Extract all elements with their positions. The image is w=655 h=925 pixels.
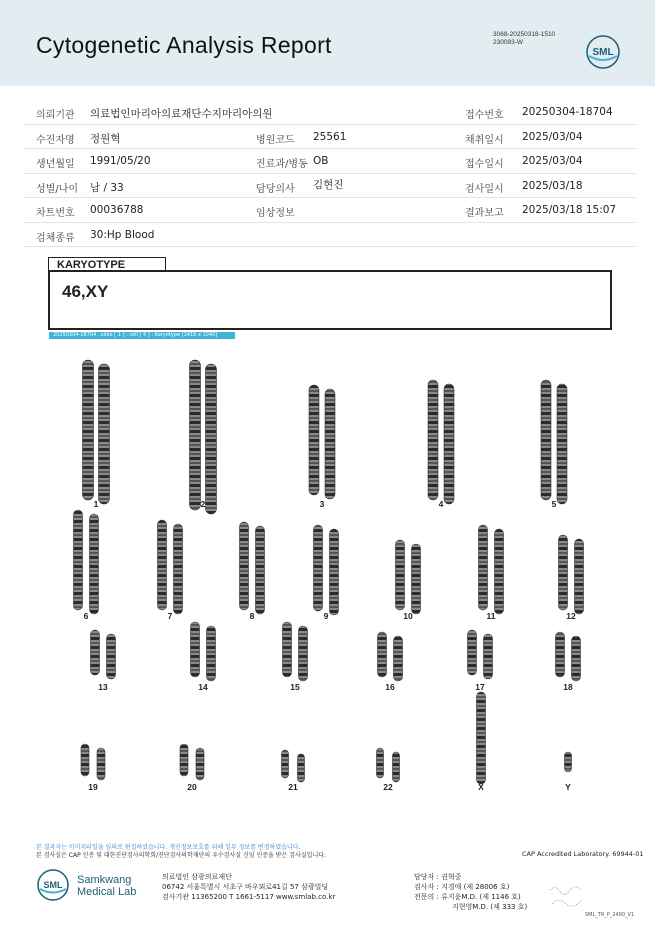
chromosome-15-2 (299, 626, 308, 681)
specimen-label: 검체종류 (36, 232, 75, 244)
cap-accreditation: CAP Accredited Laboratory. 69944-01 (522, 850, 644, 858)
signature-image (548, 880, 588, 910)
address-line-3: 검사기관 11365200 T 1661-5117 www.smlab.co.kr (162, 893, 336, 901)
sex-age-value: 남 / 33 (90, 181, 124, 194)
chromosome-22-2 (393, 752, 400, 782)
chromosome-9-1 (314, 525, 323, 611)
chromosome-label-3: 3 (319, 499, 325, 509)
collect-date-label: 채취일시 (465, 134, 504, 146)
chromosome-X (477, 692, 486, 784)
karyogram-caption: 20250304-18704 . slide [ 1 ] : cell [ 4 ] : Karyotype [1416 x 1040] (49, 332, 235, 339)
karyotype-value: 46,XY (62, 282, 109, 301)
chromosome-17-2 (484, 634, 493, 679)
info-row (24, 149, 636, 174)
chromosome-label-12: 12 (566, 611, 576, 621)
collect-date-value: 2025/03/04 (522, 130, 583, 143)
chromosome-6-1 (74, 510, 83, 610)
chromosome-label-9: 9 (323, 611, 329, 621)
chromosome-label-10: 10 (403, 611, 413, 621)
chromosome-17-1 (468, 630, 477, 675)
svg-text:SML: SML (43, 880, 63, 890)
chromosome-label-2: 2 (200, 499, 206, 509)
dob-value: 1991/05/20 (90, 155, 151, 167)
chromosome-4-2 (444, 384, 454, 504)
chromosome-19-2 (97, 748, 105, 780)
samkwang-logo-icon (36, 868, 70, 902)
chromosome-7-2 (174, 524, 183, 614)
karyotype-result-box (48, 270, 612, 330)
patient-info-table (24, 100, 636, 247)
edit-notice: 본 결과지는 이미지파일을 임의로 편집하였습니다. 개인정보보호를 위해 일부 정보를 변경하였습니다. (36, 844, 301, 851)
lab-address (162, 872, 335, 902)
receipt-no-label: 접수번호 (465, 110, 504, 121)
chromosome-label-Y: Y (565, 782, 571, 792)
chromosome-12-2 (575, 539, 584, 614)
chromosome-label-4: 4 (438, 499, 444, 509)
karyotype-label: KARYOTYPE (48, 257, 166, 270)
chromosome-22-1 (377, 748, 384, 778)
receipt-date-value: 2025/03/04 (522, 155, 583, 167)
accreditation-notice: 본 검사실은 CAP 인증 및 대한진단검사의학회/진단검사의학재단의 우수검사실 신임 인증을 받은 검사실입니다. (36, 852, 326, 859)
report-title: Cytogenetic Analysis Report (36, 32, 332, 58)
info-row (24, 100, 636, 125)
lab-name-line-1: Samkwang (77, 874, 132, 886)
patient-value: 정원혁 (90, 132, 121, 145)
chromosome-14-2 (207, 626, 216, 681)
chromosome-20-1 (180, 744, 188, 776)
chromosome-10-1 (396, 540, 405, 610)
chromosome-16-2 (394, 636, 403, 681)
chromosome-11-1 (479, 525, 488, 610)
chromosome-label-19: 19 (88, 782, 98, 792)
chromosome-8-1 (240, 522, 249, 610)
info-row (24, 125, 636, 150)
chart-no-label: 차트번호 (36, 208, 75, 219)
chromosome-15-1 (283, 622, 292, 677)
chromosome-8-2 (256, 526, 265, 614)
doctor-label: 담당의사 (256, 183, 295, 195)
chromosome-4-1 (428, 380, 438, 500)
chromosome-label-20: 20 (187, 782, 197, 792)
chromosome-21-1 (282, 750, 289, 778)
test-date-value: 2025/03/18 (522, 179, 583, 192)
hospital-code-label: 병원코드 (256, 134, 295, 146)
result-date-value: 2025/03/18 15:07 (522, 204, 617, 216)
specimen-value: 30:Hp Blood (90, 228, 155, 241)
staff-line-1: 담당자 : 권혁중 (414, 873, 462, 881)
chromosome-18-1 (556, 632, 565, 677)
svg-text:SML: SML (592, 47, 614, 58)
chromosome-label-6: 6 (83, 611, 89, 621)
chromosome-13-2 (107, 634, 116, 679)
info-row (24, 174, 636, 199)
info-row (24, 223, 636, 248)
chromosome-label-15: 15 (290, 682, 300, 692)
chromosome-1-2 (99, 364, 110, 504)
chromosome-18-2 (572, 636, 581, 681)
chromosome-21-2 (298, 754, 305, 782)
sml-logo-icon (585, 34, 621, 70)
chromosome-9-2 (330, 529, 339, 615)
chromosome-2-1 (190, 360, 201, 510)
staff-list (414, 872, 527, 912)
chromosome-11-2 (495, 529, 504, 614)
info-row (24, 198, 636, 223)
address-line-2: 06742 서울특별시 서초구 바우뫼로41길 57 삼광빌딩 (162, 883, 329, 891)
karyogram-image (0, 340, 655, 800)
ref-line-1: 3068-20250318-1510 (493, 31, 556, 38)
dept-label: 진료과/병동 (256, 159, 308, 170)
chromosome-label-13: 13 (98, 682, 108, 692)
chromosome-16-1 (378, 632, 387, 677)
chromosome-3-2 (325, 389, 335, 499)
chromosome-label-14: 14 (198, 682, 208, 692)
institution-label: 의뢰기관 (36, 110, 75, 121)
chromosome-13-1 (91, 630, 100, 675)
chromosome-label-7: 7 (167, 611, 173, 621)
test-date-label: 검사일시 (465, 183, 504, 195)
chromosome-label-21: 21 (288, 782, 298, 792)
chromosome-10-2 (412, 544, 421, 614)
chromosome-label-8: 8 (249, 611, 255, 621)
chromosome-5-2 (557, 384, 567, 504)
chromosome-1-1 (83, 360, 94, 500)
chromosome-20-2 (196, 748, 204, 780)
chromosome-3-1 (309, 385, 319, 495)
address-line-1: 의료법인 삼광의료재단 (162, 873, 232, 881)
chromosome-label-X: X (478, 782, 484, 792)
reference-codes (493, 31, 555, 47)
staff-line-2: 검사자 : 지경애 (제 28006 호) (414, 883, 510, 891)
institution-value: 의료법인마리아의료재단수지마리아의원 (90, 108, 273, 120)
dob-label: 생년월일 (36, 159, 75, 170)
chromosome-Y (565, 752, 572, 772)
doctor-value: 김현진 (313, 178, 344, 191)
patient-label: 수진자명 (36, 134, 75, 146)
dept-value: OB (313, 155, 329, 167)
ref-line-2: 230083-W (493, 39, 523, 46)
clinical-label: 임상정보 (256, 208, 295, 219)
chromosome-19-1 (81, 744, 89, 776)
chromosome-label-1: 1 (93, 499, 99, 509)
chromosome-label-11: 11 (486, 611, 496, 621)
chromosome-label-5: 5 (551, 499, 557, 509)
document-code: SML_TR_P_2400_V1 (585, 912, 635, 918)
lab-name-line-2: Medical Lab (77, 886, 137, 898)
chromosome-label-17: 17 (475, 682, 485, 692)
chart-no-value: 00036788 (90, 204, 144, 216)
chromosome-label-22: 22 (383, 782, 393, 792)
staff-line-3: 전문의 : 류지윤M.D. (제 1146 호) (414, 893, 521, 901)
chromosome-14-1 (191, 622, 200, 677)
chromosome-5-1 (541, 380, 551, 500)
result-date-label: 결과보고 (465, 208, 504, 219)
hospital-code-value: 25561 (313, 130, 347, 143)
receipt-date-label: 접수일시 (465, 159, 504, 170)
chromosome-label-16: 16 (385, 682, 395, 692)
staff-line-4: 지현영M.D. (제 333 호) (452, 903, 528, 911)
receipt-no-value: 20250304-18704 (522, 106, 613, 118)
report-header (0, 0, 655, 86)
chromosome-6-2 (90, 514, 99, 614)
lab-name (77, 874, 136, 898)
chromosome-label-18: 18 (563, 682, 573, 692)
chromosome-7-1 (158, 520, 167, 610)
chromosome-2-2 (206, 364, 217, 514)
sex-age-label: 성별/나이 (36, 183, 79, 195)
chromosome-12-1 (559, 535, 568, 610)
